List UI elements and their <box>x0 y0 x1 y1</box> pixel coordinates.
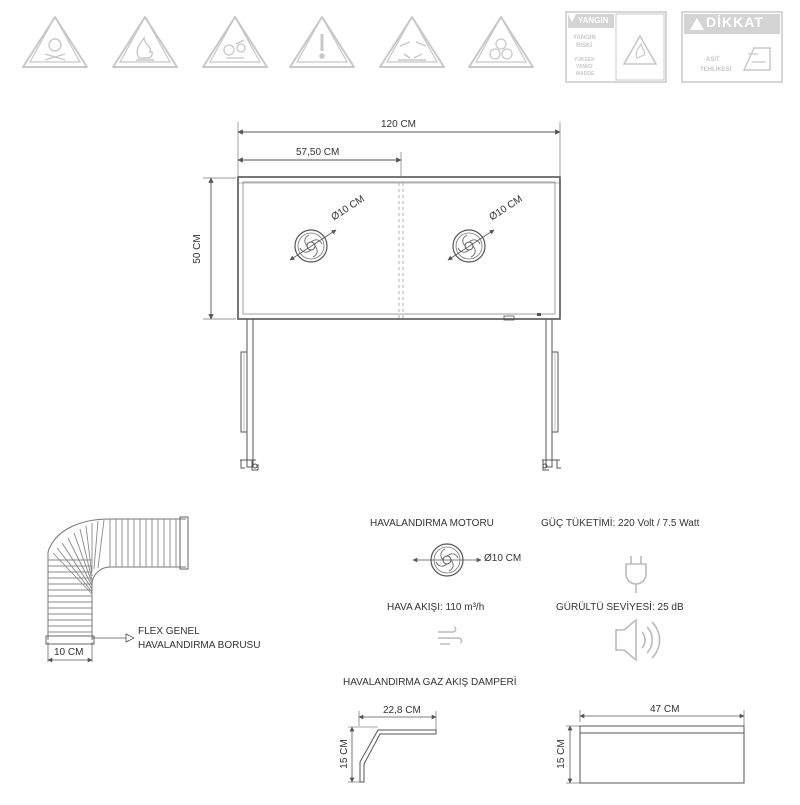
motor-title: HAVALANDIRMA MOTORU <box>370 518 494 529</box>
damper-side-height-label: 15 CM <box>339 739 350 769</box>
asit-sign-line1: ASİT <box>706 57 720 63</box>
asit-sign-line2: TEHLİKESİ <box>700 67 732 73</box>
yangin-sign-line3: YÜKSEK <box>574 57 595 63</box>
plug-icon <box>626 556 646 593</box>
cabinet-front-view <box>203 122 561 470</box>
warning-signs-row <box>23 17 533 67</box>
width-dimension-label: 120 CM <box>381 119 417 130</box>
damper-front-view <box>566 710 744 783</box>
left-leg <box>240 319 258 470</box>
flex-duct-title-line2: HAVALANDIRMA BORUSU <box>138 640 261 651</box>
damper-front-width-label: 47 CM <box>650 704 680 715</box>
yangin-sign-title: YANGIN <box>578 16 609 25</box>
flex-duct-title-line1: FLEX GENEL <box>138 626 200 637</box>
right-leg <box>542 319 561 470</box>
yangin-sign-line4: YANICI <box>576 64 593 70</box>
corrosive-warning-icon <box>380 17 444 67</box>
noise-level-label: GÜRÜLTÜ SEVİYESİ: 25 dB <box>556 602 684 613</box>
damper-front-height-label: 15 CM <box>556 739 567 769</box>
height-dimension-label: 50 CM <box>192 234 203 264</box>
height-dimension <box>203 178 236 319</box>
airflow-label: HAVA AKIŞI: 110 m³/h <box>387 602 485 613</box>
damper-side-width-label: 22,8 CM <box>383 705 421 716</box>
fan-right-diameter-label: Ø10 CM <box>487 193 525 224</box>
yangin-sign-line2: RİSKİ <box>576 43 593 49</box>
airflow-icon <box>438 627 462 644</box>
damper-side-view <box>348 711 436 782</box>
yangin-sign-line1: YANGIN <box>573 35 596 41</box>
speaker-icon <box>616 620 660 660</box>
toxic-warning-icon <box>23 17 87 67</box>
half-width-dimension-label: 57,50 CM <box>296 147 340 158</box>
flammable-warning-icon <box>113 17 177 67</box>
power-consumption-label: GÜÇ TÜKETİMİ: 220 Volt / 7.5 Watt <box>541 518 700 529</box>
chemical-warning-icon <box>203 17 267 67</box>
exclamation-warning-icon <box>290 17 354 67</box>
biohazard-warning-icon <box>469 17 533 67</box>
dikkat-sign-title: DİKKAT <box>706 14 764 30</box>
fan-left-diameter-label: Ø10 CM <box>329 193 367 224</box>
flex-duct-diameter-label: 10 CM <box>54 647 84 658</box>
motor-fan-icon <box>413 544 481 576</box>
yangin-sign-line5: MADDE <box>576 71 595 77</box>
motor-diameter-label: Ø10 CM <box>484 553 522 564</box>
damper-title: HAVALANDIRMA GAZ AKIŞ DAMPERİ <box>343 677 517 688</box>
